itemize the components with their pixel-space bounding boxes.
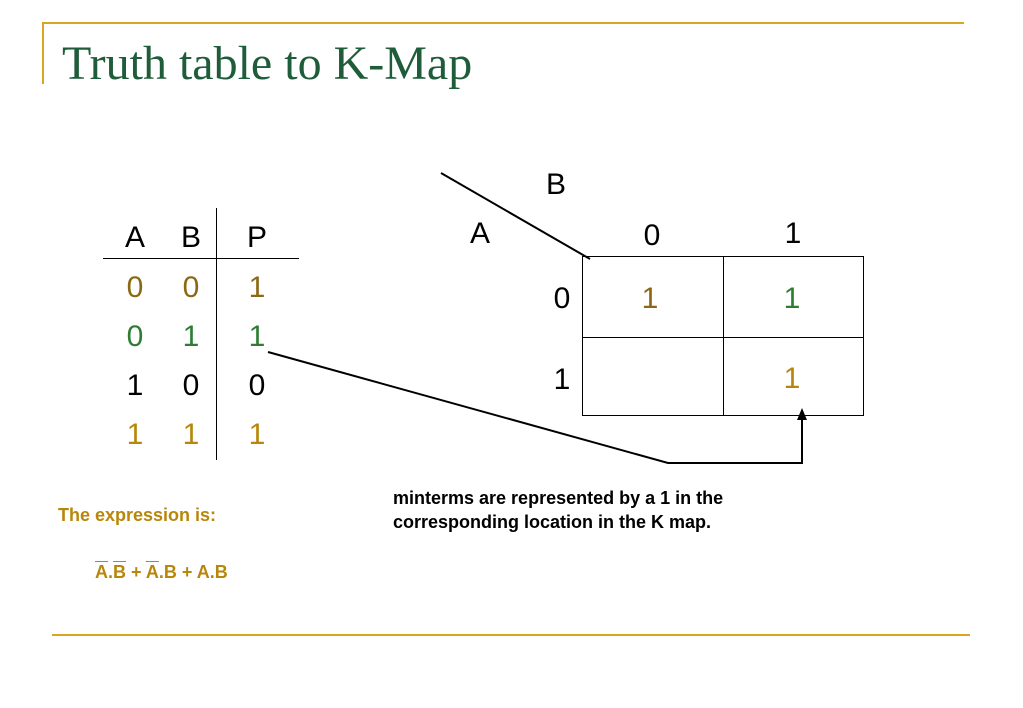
truth-table-cell: 1 <box>248 271 266 304</box>
kmap-grid-divider <box>583 337 863 338</box>
slide-title: Truth table to K-Map <box>62 37 473 90</box>
kmap-row-variable: A <box>469 217 490 250</box>
expr-var-b: B <box>163 562 177 582</box>
truth-table-cell: 0 <box>126 271 144 304</box>
expr-op: . <box>108 562 114 582</box>
kmap-col-header: 0 <box>643 219 661 252</box>
truth-table-cell: 0 <box>182 271 200 304</box>
truth-table-header-p: P <box>246 221 267 254</box>
truth-table-cell: 1 <box>248 320 266 353</box>
truth-table-header-a: A <box>124 221 145 254</box>
expr-var-b-complement: $\overline{B}$ <box>113 562 127 582</box>
expr-op: + <box>126 562 146 582</box>
kmap-cell: 1 <box>641 282 659 315</box>
minterm-note: minterms are represented by a 1 in the corresponding location in the K map. <box>393 488 724 532</box>
kmap-grid <box>582 256 864 416</box>
kmap-col-variable: B <box>545 168 566 201</box>
truth-table-cell: 1 <box>248 418 266 451</box>
truth-table-cell: 1 <box>126 418 144 451</box>
kmap-grid-divider <box>723 257 724 415</box>
kmap-cell: 1 <box>783 362 801 395</box>
expr-var-b: B <box>214 562 228 582</box>
expr-op: . <box>209 562 215 582</box>
kmap-row-header: 0 <box>553 282 571 315</box>
truth-table-header-b: B <box>180 221 201 254</box>
boolean-expression <box>95 562 228 583</box>
kmap-row-header: 1 <box>553 363 571 396</box>
expression-label: The expression is: <box>58 505 217 525</box>
expr-var-a: A <box>196 562 210 582</box>
truth-table-cell: 0 <box>126 320 144 353</box>
expr-op: + <box>176 562 197 582</box>
expr-op: . <box>158 562 164 582</box>
truth-table-cell: 1 <box>182 320 200 353</box>
expr-var-a-complement: $\overline{A}$ <box>145 562 159 582</box>
truth-table-cell: 1 <box>182 418 200 451</box>
kmap-cell: 1 <box>783 282 801 315</box>
expr-var-a-complement: $\overline{A}$ <box>95 562 108 582</box>
truth-table-cell: 0 <box>182 369 200 402</box>
truth-table-cell: 0 <box>248 369 266 402</box>
truth-table-cell: 1 <box>126 369 144 402</box>
kmap-col-header: 1 <box>784 217 802 250</box>
